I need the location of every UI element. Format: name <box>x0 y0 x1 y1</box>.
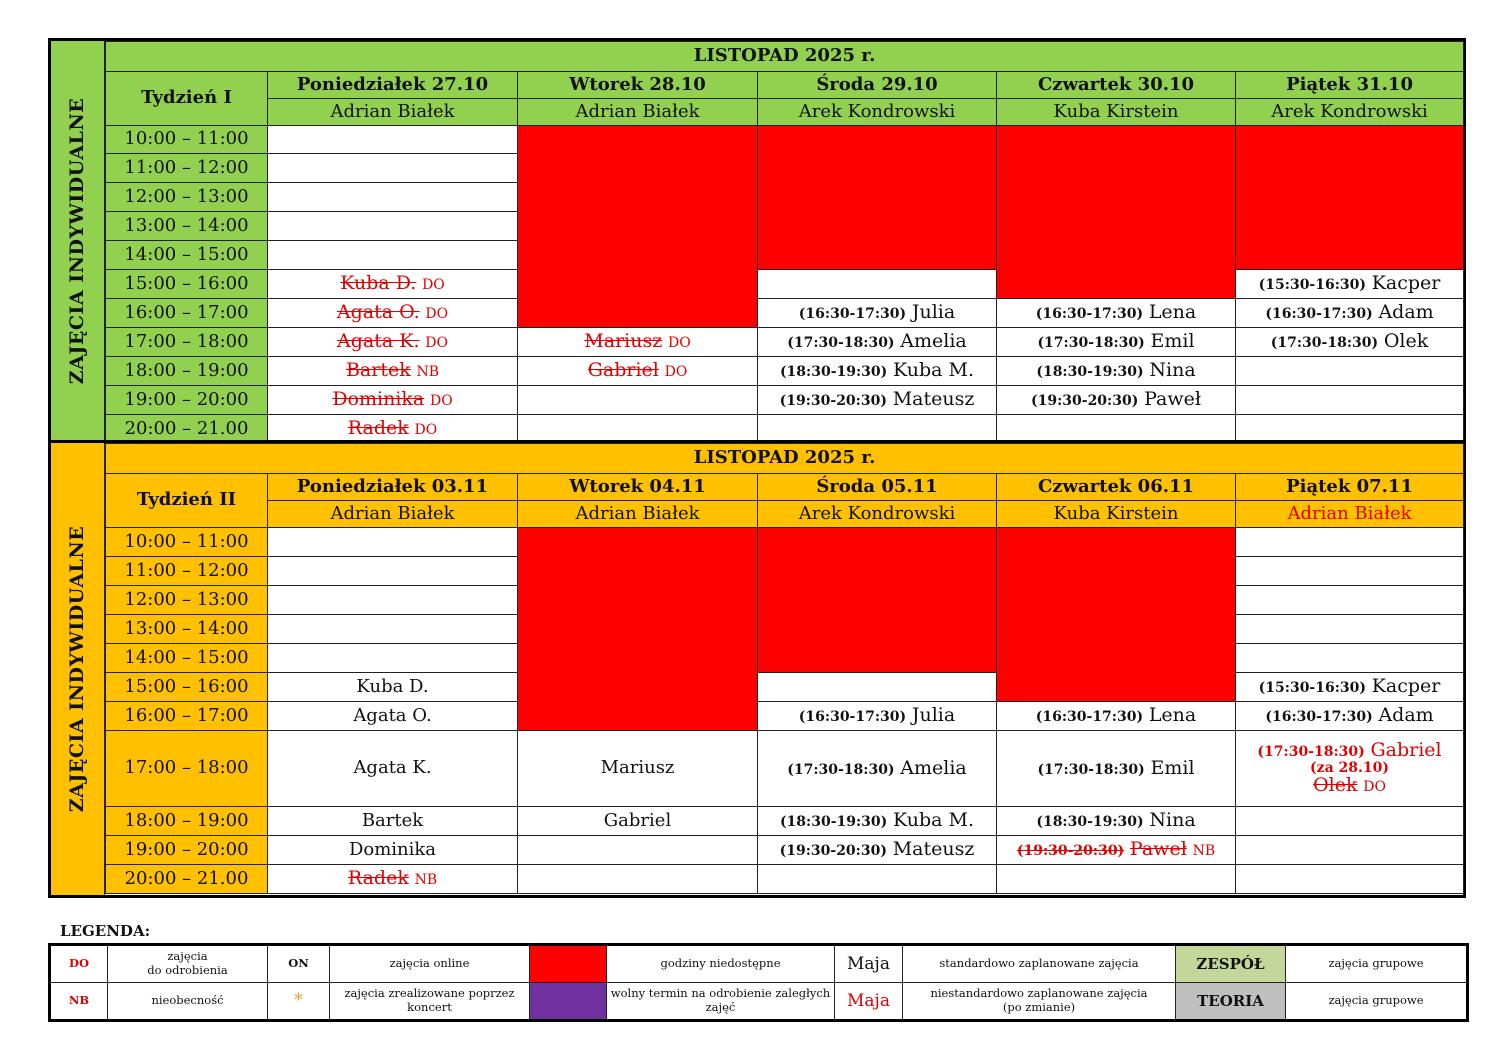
lesson-time: (19:30-20:30) <box>779 393 887 410</box>
lesson-cell[interactable] <box>997 328 1236 357</box>
legend-code-zespol: ZESPÓŁ <box>1176 945 1286 983</box>
time-slot: 12:00 – 13:00 <box>106 183 268 212</box>
status-code: DO <box>667 335 691 352</box>
empty-slot[interactable] <box>1236 357 1464 386</box>
teacher-name: Arek Kondrowski <box>758 501 997 528</box>
student-name: Bartek <box>345 359 411 382</box>
time-slot: 19:00 – 20:00 <box>106 386 268 415</box>
status-code: NB <box>414 872 438 889</box>
legend-code-nb: NB <box>50 983 108 1021</box>
empty-slot[interactable] <box>268 183 518 212</box>
lesson-cell[interactable] <box>997 386 1236 415</box>
time-slot: 13:00 – 14:00 <box>106 212 268 241</box>
empty-slot[interactable] <box>1236 386 1464 415</box>
lesson-cell[interactable] <box>758 731 997 807</box>
lesson-cell-rescheduled[interactable] <box>1236 731 1464 807</box>
empty-slot[interactable] <box>268 528 518 557</box>
teacher-name: Adrian Białek <box>1236 501 1464 528</box>
lesson-time: (18:30-19:30) <box>779 364 888 381</box>
lesson-cell[interactable] <box>518 357 758 386</box>
status-code: DO <box>429 393 453 410</box>
lesson-cell[interactable] <box>997 702 1236 731</box>
status-code: DO <box>664 364 688 381</box>
time-slot: 13:00 – 14:00 <box>106 615 268 644</box>
time-slot: 17:00 – 18:00 <box>106 731 268 807</box>
empty-slot[interactable] <box>1236 644 1464 673</box>
time-slot: 17:00 – 18:00 <box>106 328 268 357</box>
lesson-time: (16:30-17:30) <box>1265 306 1373 323</box>
lesson-time: (17:30-18:30) <box>1257 744 1365 761</box>
student-name: Kuba D. <box>340 272 417 295</box>
student-name: Nina <box>1149 809 1196 832</box>
day-header: Czwartek 30.10 <box>997 72 1236 99</box>
legend-title: LEGENDA: <box>60 922 151 940</box>
legend-desc: zajęcia grupowe <box>1286 945 1468 983</box>
lesson-cell[interactable] <box>268 299 518 328</box>
legend-desc: zajęcia online <box>330 945 530 983</box>
time-slot: 18:00 – 19:00 <box>106 807 268 836</box>
student-name: Lena <box>1148 301 1197 324</box>
time-slot: 19:00 – 20:00 <box>106 836 268 865</box>
empty-slot[interactable] <box>758 673 997 702</box>
week-1-label: Tydzień I <box>106 72 268 126</box>
teacher-name: Arek Kondrowski <box>758 99 997 126</box>
empty-slot[interactable] <box>268 154 518 183</box>
legend-desc: zajęcia zrealizowane poprzez koncert <box>330 983 530 1021</box>
student-name: Emil <box>1150 330 1195 353</box>
student-name: Kacper <box>1371 272 1441 295</box>
lesson-cell[interactable] <box>758 299 997 328</box>
lesson-cell[interactable] <box>1236 702 1464 731</box>
student-name: Agata K. <box>337 330 420 353</box>
day-header: Wtorek 28.10 <box>518 72 758 99</box>
status-code: DO <box>1363 778 1386 795</box>
lesson-time: (15:30-16:30) <box>1258 277 1366 294</box>
student-name: Amelia <box>900 756 967 779</box>
lesson-time: (16:30-17:30) <box>1035 709 1144 726</box>
empty-slot[interactable] <box>268 586 518 615</box>
teacher-name: Adrian Białek <box>518 501 758 528</box>
unavailable-block <box>997 126 1236 299</box>
time-slot: 11:00 – 12:00 <box>106 154 268 183</box>
status-code: DO <box>425 306 449 323</box>
empty-slot[interactable] <box>268 557 518 586</box>
legend-swatch-red <box>530 945 607 983</box>
empty-slot[interactable] <box>997 865 1236 894</box>
student-name: Olek <box>1313 773 1358 796</box>
time-slot: 11:00 – 12:00 <box>106 557 268 586</box>
student-name: Lena <box>1148 704 1197 727</box>
time-slot: 16:00 – 17:00 <box>106 702 268 731</box>
lesson-cell[interactable]: Dominika <box>268 836 518 865</box>
lesson-time: (16:30-17:30) <box>1035 306 1144 323</box>
legend-code-asterisk: * <box>268 983 330 1021</box>
time-slot: 20:00 – 21.00 <box>106 415 268 444</box>
legend-swatch-purple <box>530 983 607 1021</box>
time-slot: 18:00 – 19:00 <box>106 357 268 386</box>
lesson-cell[interactable] <box>268 328 518 357</box>
empty-slot[interactable] <box>518 836 758 865</box>
lesson-cell[interactable] <box>758 357 997 386</box>
time-slot: 14:00 – 15:00 <box>106 241 268 270</box>
status-code: NB <box>1192 843 1216 860</box>
student-name: Julia <box>911 301 956 324</box>
student-name: Julia <box>911 704 956 727</box>
empty-slot[interactable] <box>1236 865 1464 894</box>
legend-desc: godziny niedostępne <box>607 945 835 983</box>
lesson-cell[interactable] <box>758 807 997 836</box>
week-2-month: LISTOPAD 2025 r. <box>106 444 1464 474</box>
lesson-cell[interactable] <box>997 836 1236 865</box>
lesson-cell[interactable] <box>997 299 1236 328</box>
legend-code-do: DO <box>50 945 108 983</box>
lesson-cell[interactable] <box>1236 270 1464 299</box>
week-1-side-label <box>51 41 105 441</box>
lesson-time: (17:30-18:30) <box>787 761 895 778</box>
lesson-time: (16:30-17:30) <box>1265 709 1373 726</box>
empty-slot[interactable] <box>268 126 518 154</box>
legend-code-standard: Maja <box>835 945 903 983</box>
lesson-cell[interactable]: Gabriel <box>518 807 758 836</box>
student-name: Radek <box>347 867 409 890</box>
lesson-time: (18:30-19:30) <box>1036 814 1144 831</box>
empty-slot[interactable] <box>1236 807 1464 836</box>
week-2-schedule <box>105 443 1464 894</box>
time-slot: 15:00 – 16:00 <box>106 673 268 702</box>
lesson-cell[interactable] <box>758 328 997 357</box>
status-code: DO <box>422 277 445 294</box>
legend-table <box>48 943 1469 1022</box>
unavailable-block <box>997 528 1236 702</box>
lesson-cell[interactable]: Kuba D. <box>268 673 518 702</box>
student-name: Mateusz <box>892 388 975 411</box>
student-name: Olek <box>1383 330 1429 353</box>
empty-slot[interactable] <box>758 270 997 299</box>
empty-slot[interactable] <box>518 865 758 894</box>
lesson-cell[interactable] <box>268 386 518 415</box>
student-name: Kuba M. <box>893 359 975 382</box>
day-header: Środa 05.11 <box>758 474 997 501</box>
lesson-time: (15:30-16:30) <box>1258 680 1366 697</box>
lesson-cell[interactable] <box>758 386 997 415</box>
time-slot: 10:00 – 11:00 <box>106 528 268 557</box>
student-name: Gabriel <box>587 359 659 382</box>
reschedule-note: (za 28.10) <box>1310 760 1390 777</box>
lesson-cell[interactable] <box>758 702 997 731</box>
student-name: Mariusz <box>584 330 663 353</box>
legend-code-on: ON <box>268 945 330 983</box>
lesson-cell[interactable] <box>268 357 518 386</box>
student-name: Paweł <box>1129 838 1187 861</box>
lesson-cell[interactable]: Bartek <box>268 807 518 836</box>
legend-desc: wolny termin na odrobienie zaległych zajęć <box>607 983 835 1021</box>
side-label-text: ZAJĘCIA INDYWIDUALNE <box>66 525 89 813</box>
time-slot: 20:00 – 21.00 <box>106 865 268 894</box>
side-label-text: ZAJĘCIA INDYWIDUALNE <box>66 97 89 385</box>
lesson-time: (18:30-19:30) <box>779 814 888 831</box>
empty-slot[interactable] <box>268 644 518 673</box>
day-header: Piątek 07.11 <box>1236 474 1464 501</box>
empty-slot[interactable] <box>1236 615 1464 644</box>
week-2-side-label <box>51 443 105 895</box>
student-name: Dominika <box>332 388 425 411</box>
day-header: Środa 29.10 <box>758 72 997 99</box>
teacher-name: Kuba Kirstein <box>997 99 1236 126</box>
time-slot: 10:00 – 11:00 <box>106 126 268 154</box>
teacher-name: Kuba Kirstein <box>997 501 1236 528</box>
lesson-time: (16:30-17:30) <box>798 709 907 726</box>
lesson-cell[interactable] <box>1236 673 1464 702</box>
unavailable-block <box>1236 126 1464 270</box>
lesson-cell[interactable] <box>1236 299 1464 328</box>
teacher-name: Adrian Białek <box>518 99 758 126</box>
time-slot: 14:00 – 15:00 <box>106 644 268 673</box>
lesson-cell[interactable] <box>997 357 1236 386</box>
student-name: Gabriel <box>1370 739 1442 762</box>
lesson-time: (19:30-20:30) <box>1016 843 1125 860</box>
lesson-time: (18:30-19:30) <box>1036 364 1144 381</box>
teacher-name: Adrian Białek <box>268 99 518 126</box>
unavailable-block <box>758 126 997 270</box>
day-header: Czwartek 06.11 <box>997 474 1236 501</box>
student-name: Paweł <box>1144 388 1201 411</box>
lesson-cell[interactable] <box>268 865 518 894</box>
day-header: Poniedziałek 27.10 <box>268 72 518 99</box>
status-code: DO <box>425 335 448 352</box>
time-slot: 15:00 – 16:00 <box>106 270 268 299</box>
empty-slot[interactable] <box>1236 528 1464 557</box>
time-slot: 16:00 – 17:00 <box>106 299 268 328</box>
student-name: Adam <box>1378 704 1434 727</box>
lesson-time: (17:30-18:30) <box>1037 761 1145 778</box>
lesson-cell[interactable] <box>997 807 1236 836</box>
student-name: Adam <box>1378 301 1434 324</box>
week-2-label: Tydzień II <box>106 474 268 528</box>
lesson-time: (17:30-18:30) <box>1270 335 1379 352</box>
legend-desc: nieobecność <box>108 983 268 1021</box>
lesson-cell[interactable]: Agata K. <box>268 731 518 807</box>
empty-slot[interactable] <box>1236 557 1464 586</box>
student-name: Kacper <box>1371 675 1441 698</box>
student-name: Kuba M. <box>893 809 975 832</box>
empty-slot[interactable] <box>268 212 518 241</box>
teacher-name: Arek Kondrowski <box>1236 99 1464 126</box>
empty-slot[interactable] <box>1236 836 1464 865</box>
teacher-name: Adrian Białek <box>268 501 518 528</box>
unavailable-block <box>518 528 758 731</box>
lesson-time: (19:30-20:30) <box>1031 393 1139 410</box>
empty-slot[interactable] <box>758 865 997 894</box>
day-header: Piątek 31.10 <box>1236 72 1464 99</box>
empty-slot[interactable] <box>1236 586 1464 615</box>
legend-desc: niestandardowo zaplanowane zajęcia (po zmianie) <box>903 983 1176 1021</box>
lesson-cell[interactable]: Agata O. <box>268 702 518 731</box>
lesson-cell[interactable] <box>758 836 997 865</box>
lesson-time: (17:30-18:30) <box>1037 335 1145 352</box>
legend-code-teoria: TEORIA <box>1176 983 1286 1021</box>
empty-slot[interactable] <box>518 386 758 415</box>
lesson-cell[interactable]: Mariusz <box>518 731 758 807</box>
legend-desc: zajęcia grupowe <box>1286 983 1468 1021</box>
legend-desc: zajęcia do odrobienia <box>108 945 268 983</box>
legend-desc: standardowo zaplanowane zajęcia <box>903 945 1176 983</box>
student-name: Amelia <box>900 330 967 353</box>
day-header: Poniedziałek 03.11 <box>268 474 518 501</box>
status-code: DO <box>414 422 438 439</box>
empty-slot[interactable] <box>268 615 518 644</box>
empty-slot[interactable] <box>268 241 518 270</box>
lesson-cell[interactable] <box>997 731 1236 807</box>
student-name: Agata O. <box>336 301 420 324</box>
lesson-time: (17:30-18:30) <box>787 335 895 352</box>
time-slot: 12:00 – 13:00 <box>106 586 268 615</box>
legend-code-nonstandard: Maja <box>835 983 903 1021</box>
week-1-schedule <box>105 41 1464 444</box>
student-name: Nina <box>1149 359 1196 382</box>
student-name: Mateusz <box>892 838 975 861</box>
student-name: Radek <box>347 417 409 440</box>
week-1-month: LISTOPAD 2025 r. <box>106 42 1464 72</box>
lesson-cell[interactable] <box>268 270 518 299</box>
unavailable-block <box>518 126 758 328</box>
status-code: NB <box>416 364 440 381</box>
lesson-time: (19:30-20:30) <box>779 843 887 860</box>
lesson-cell[interactable] <box>1236 328 1464 357</box>
lesson-cell[interactable] <box>518 328 758 357</box>
day-header: Wtorek 04.11 <box>518 474 758 501</box>
student-name: Emil <box>1150 756 1195 779</box>
lesson-time: (16:30-17:30) <box>798 306 907 323</box>
unavailable-block <box>758 528 997 673</box>
